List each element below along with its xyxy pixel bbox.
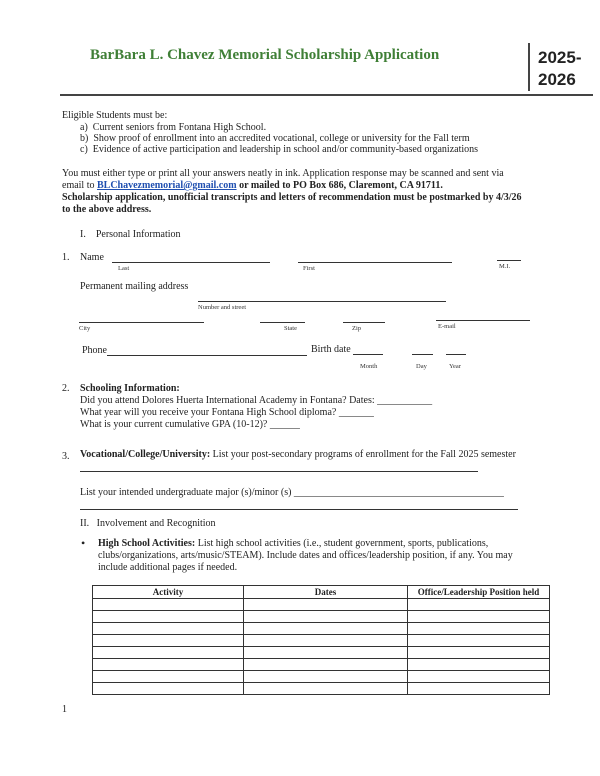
activities-table [92, 585, 550, 695]
header-rule [60, 94, 593, 96]
last-name-field[interactable] [112, 262, 270, 263]
eligibility-item-b: b) Show proof of enrollment into an accredited vocational, college or university for the Fall term [80, 133, 470, 144]
first-name-field[interactable] [298, 262, 452, 263]
birth-month-field[interactable] [353, 354, 383, 355]
last-caption: Last [118, 265, 130, 272]
table-row [93, 671, 550, 683]
phone-field[interactable] [107, 355, 307, 356]
table-header-row [93, 586, 550, 599]
vocational-number: 3. [62, 451, 70, 462]
office-cell[interactable] [408, 647, 550, 659]
table-row [93, 635, 550, 647]
schooling-heading: Schooling Information: [80, 383, 180, 394]
activity-cell[interactable] [93, 635, 244, 647]
office-cell[interactable] [408, 611, 550, 623]
postmark-deadline: Scholarship application, unofficial transcripts and letters of recommendation must be postmarked by 4/3/26 [62, 192, 522, 203]
office-cell[interactable] [408, 671, 550, 683]
activity-cell[interactable] [93, 671, 244, 683]
table-row [93, 683, 550, 695]
office-cell[interactable] [408, 683, 550, 695]
table-row [93, 623, 550, 635]
instructions-line-2 [62, 180, 443, 191]
activity-cell[interactable] [93, 683, 244, 695]
dates-cell[interactable] [244, 659, 408, 671]
eligibility-item-c: c) Evidence of active participation and leadership in school and/or community-based organizations [80, 144, 479, 155]
table-row [93, 647, 550, 659]
academy-question: Did you attend Dolores Huerta International Academy in Fontana? Dates: ___________ [80, 395, 433, 406]
table-row [93, 611, 550, 623]
birth-date-label: Birth date [311, 344, 351, 355]
bullet-icon: • [81, 536, 86, 550]
dates-cell[interactable] [244, 635, 408, 647]
state-caption: State [284, 325, 297, 332]
table-row [93, 599, 550, 611]
office-cell[interactable] [408, 599, 550, 611]
gpa-question: What is your current cumulative GPA (10-12)? ______ [80, 419, 300, 430]
office-cell[interactable] [408, 659, 550, 671]
application-title: BarBara L. Chavez Memorial Scholarship Application [90, 47, 440, 63]
state-field[interactable] [260, 322, 305, 323]
section-personal-heading: I. Personal Information [80, 229, 181, 240]
birth-year-field[interactable] [446, 354, 466, 355]
activity-cell[interactable] [93, 611, 244, 623]
page-number: 1 [62, 704, 67, 715]
eligibility-item-a: a) Current seniors from Fontana High School. [80, 122, 267, 133]
vocational-prompt: List your post-secondary programs of enrollment for the Fall 2025 semester [210, 449, 516, 460]
office-column-header: Office/Leadership Position held [408, 586, 550, 599]
activities-prompt: List high school activities (i.e., student government, sports, publications, [195, 538, 489, 549]
mailing-address-label: Permanent mailing address [80, 281, 189, 292]
zip-field[interactable] [343, 322, 385, 323]
name-number: 1. [62, 252, 70, 263]
postmark-deadline-cont: to the above address. [62, 204, 152, 215]
email-caption: E-mail [438, 323, 456, 330]
birth-day-field[interactable] [412, 354, 433, 355]
year-caption: Year [449, 363, 461, 370]
activity-cell[interactable] [93, 659, 244, 671]
dates-cell[interactable] [244, 599, 408, 611]
dates-cell[interactable] [244, 647, 408, 659]
dates-cell[interactable] [244, 611, 408, 623]
name-label: Name [80, 252, 104, 263]
activities-line-2: clubs/organizations, arts/music/STEAM). Include dates and offices/leadership position, if any. You may [98, 550, 513, 561]
involvement-heading: II. Involvement and Recognition [80, 518, 216, 529]
major-field-line-2[interactable] [80, 509, 518, 510]
schooling-number: 2. [62, 383, 70, 394]
vocational-question [80, 449, 516, 460]
office-cell[interactable] [408, 635, 550, 647]
first-caption: First [303, 265, 315, 272]
month-caption: Month [360, 363, 378, 370]
instructions-email-prefix: email to [62, 180, 97, 191]
day-caption: Day [416, 363, 427, 370]
programs-field[interactable] [80, 471, 478, 472]
diploma-question: What year will you receive your Fontana High School diploma? _______ [80, 407, 374, 418]
dates-cell[interactable] [244, 683, 408, 695]
zip-caption: Zip [352, 325, 362, 332]
instructions-line-1: You must either type or print all your answers neatly in ink. Application response may be scanned and sent via [62, 168, 504, 179]
activity-cell[interactable] [93, 623, 244, 635]
mi-caption: M.I. [499, 263, 511, 270]
phone-label: Phone [82, 345, 107, 356]
dates-cell[interactable] [244, 623, 408, 635]
street-caption: Number and street [198, 304, 247, 311]
year-line-2: 2026 [538, 70, 576, 89]
activity-column-header: Activity [93, 586, 244, 599]
table-row [93, 659, 550, 671]
activities-line-1 [98, 538, 488, 549]
instructions-mail-address: or mailed to PO Box 686, Claremont, CA 91711. [236, 180, 443, 191]
activity-cell[interactable] [93, 647, 244, 659]
middle-initial-field[interactable] [497, 260, 521, 261]
city-caption: City [79, 325, 91, 332]
application-year [538, 47, 581, 91]
year-line-1: 2025- [538, 48, 582, 67]
activity-cell[interactable] [93, 599, 244, 611]
email-link[interactable]: BLChavezmemorial@gmail.com [97, 180, 237, 191]
city-field[interactable] [79, 322, 204, 323]
activities-line-3: include additional pages if needed. [98, 562, 238, 573]
office-cell[interactable] [408, 623, 550, 635]
vocational-heading: Vocational/College/University: [80, 449, 211, 460]
dates-cell[interactable] [244, 671, 408, 683]
major-question: List your intended undergraduate major (s)/minor (s) __________________________________________ [80, 487, 504, 498]
activities-label: High School Activities: [98, 538, 196, 549]
eligibility-intro: Eligible Students must be: [62, 110, 168, 121]
dates-column-header: Dates [244, 586, 408, 599]
street-field[interactable] [198, 301, 446, 302]
email-field[interactable] [436, 320, 530, 321]
